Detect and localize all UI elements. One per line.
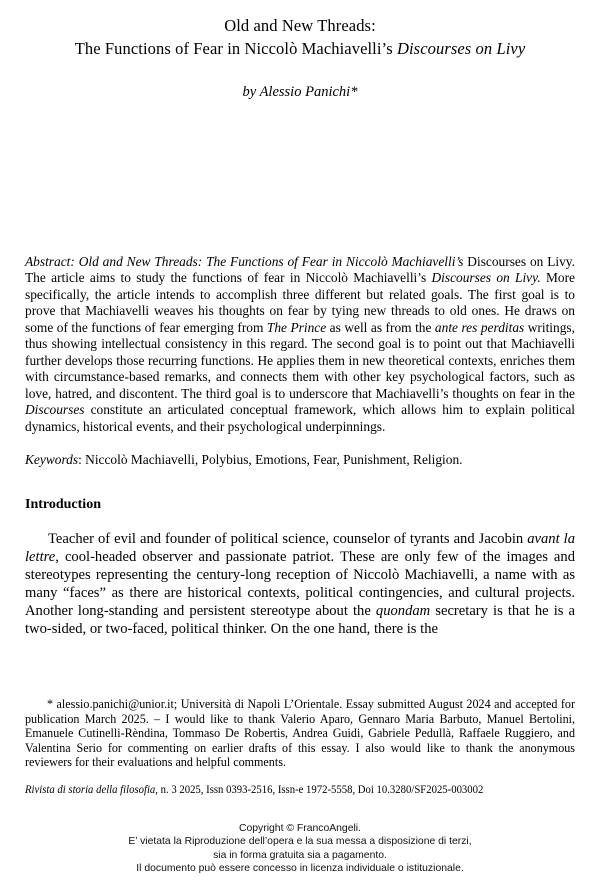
- abstract-work-name-1: Discourses on Livy.: [431, 270, 541, 286]
- abstract-latin-phrase: ante res perditas: [434, 319, 525, 335]
- abstract-label-and-title: Abstract: Old and New Threads: The Functions of Fear in Niccolò Machiavelli’s: [25, 254, 468, 269]
- section-heading-introduction: Introduction: [25, 497, 101, 513]
- abstract-segment-1: Discourses on Livy. The article aims to study the functions of fear in Niccolò Machiavelli’s: [25, 254, 575, 286]
- copyright-line-4: Il documento può essere concesso in licenza individuale o istituzionale.: [136, 862, 464, 874]
- keywords-line: [25, 452, 575, 468]
- paper-title-work-name: Discourses on Livy: [396, 39, 526, 58]
- paper-title-line-1: Old and New Threads:: [224, 16, 376, 35]
- journal-citation-line: [25, 783, 542, 797]
- abstract-paragraph: [25, 254, 575, 435]
- keywords-values: Niccolò Machiavelli, Polybius, Emotions, Fear, Punishment, Religion.: [85, 451, 463, 467]
- author-byline: by Alessio Panichi*: [242, 84, 358, 100]
- footnote-zone: [25, 697, 575, 797]
- body-segment-1: Teacher of evil and founder of political science, counselor of tyrants and Jacobin: [48, 531, 528, 548]
- body-french-phrase: avant la lettre: [25, 531, 575, 566]
- copyright-line-2: E’ vietata la Riproduzione dell’opera e la sua messa a disposizione di terzi,: [128, 836, 472, 848]
- keywords-label: Keywords: [25, 451, 79, 467]
- body-paragraph-1: [25, 531, 575, 638]
- abstract-segment-5: as well as from the: [326, 319, 435, 335]
- body-segment-5: secretary is that he is a two-sided, or two-faced, political thinker. On the one hand, there is the: [25, 603, 575, 637]
- journal-details: , n. 3 2025, Issn 0393-2516, Issn-e 1972-5558, Doi 10.3280/SF2025-003002: [155, 783, 484, 796]
- journal-name: Rivista di storia della filosofia: [25, 783, 156, 796]
- abstract-work-name-2: The Prince: [266, 319, 327, 335]
- keywords-separator: :: [78, 451, 86, 467]
- paper-title-line-2: [25, 37, 575, 60]
- abstract-segment-7: writings, thus showing intellectual consistency in this regard. The second goal is to point out that Machiavelli further develops those recurring functions. He applies them in new theoretical contexts, enriches them with circumstance-based remarks, and connects them with other key psychological factors, such as love, hatred, and discontent. The third goal is to underscore that Machiavelli’s thoughts on fear in the: [25, 319, 575, 401]
- copyright-footer: [0, 822, 600, 875]
- copyright-line-3: sia in forma gratuita sia a pagamento.: [213, 849, 387, 861]
- title-abstract-spacer: [25, 102, 575, 254]
- body-segment-3: , cool-headed observer and passionate patriot. These are only few of the images and stereotypes representing the century-long reception of Niccolò Machiavelli, a name with as many “faces” as there are historical contexts, political contingencies, and cultural projects. Another long-standing and persistent stereotype about the: [25, 549, 575, 620]
- copyright-line-1: Copyright © FrancoAngeli.: [238, 823, 361, 834]
- paper-title-line-2-text: The Functions of Fear in Niccolò Machiavelli’s: [74, 39, 397, 58]
- abstract-segment-9: constitute an articulated conceptual framework, which allows him to explain political dynamics, historical events, and their psychological underpinnings.: [25, 402, 575, 434]
- body-latin-word: quondam: [375, 603, 431, 620]
- title-block: [25, 0, 575, 102]
- author-footnote: * alessio.panichi@unior.it; Università di Napoli L’Orientale. Essay submitted August 2024 and accepted for publication March 2025. – I would like to thank Valerio Aparo, Gennaro Maria Barbuto, Manuel Bertolini, Emanuele Cutinelli-Rèndina, Tommaso De Robertis, Andrea Guidi, Gabriele Pedullà, Raffaele Ruggiero, and Valentina Serio for commenting on earlier drafts of this essay. I also would like to thank the anonymous reviewers for their evaluations and helpful comments.: [25, 697, 575, 770]
- abstract-segment-3: More specifically, the article intends to accomplish three different but related goals. The first goal is to prove that Machiavelli weaves his thoughts on fear by tying new threads to old ones. He draws on some of the functions of fear emerging from: [25, 270, 575, 335]
- abstract-work-name-3: Discourses: [25, 402, 85, 418]
